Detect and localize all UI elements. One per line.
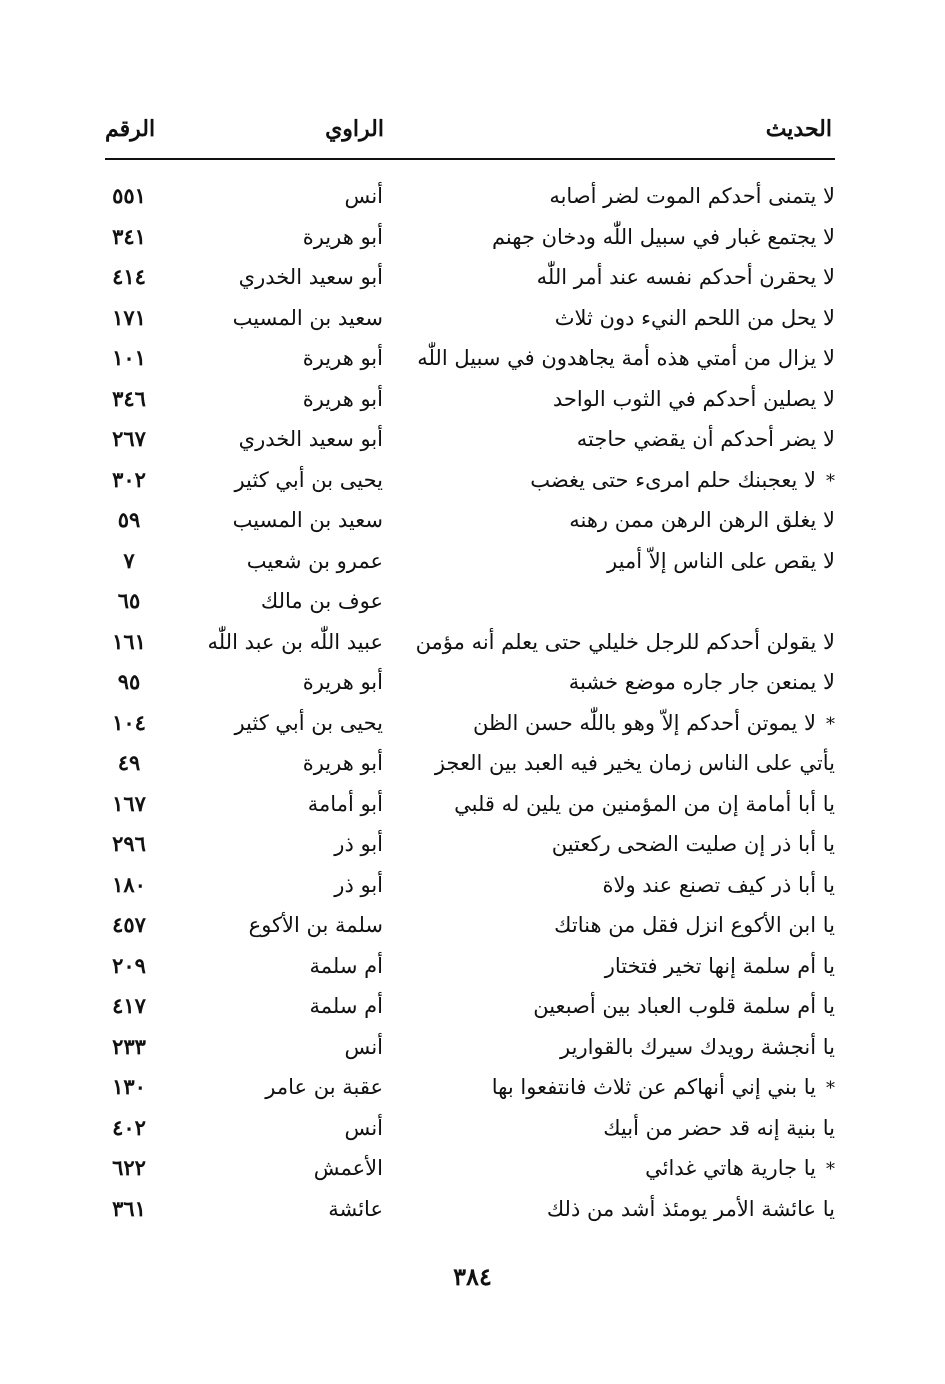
hadith-phrase: يا بني إني أنهاكم عن ثلاث فانتفعوا بها xyxy=(491,1075,816,1099)
hadith-text xyxy=(435,743,835,783)
hadith-number: ١٠٤ xyxy=(112,709,146,735)
hadith-text xyxy=(454,784,835,824)
hadith-number: ١٣٠ xyxy=(112,1074,146,1099)
hadith-text xyxy=(473,703,835,745)
narrator-name: عمرو بن شعيب xyxy=(246,548,383,573)
table-row xyxy=(105,541,835,582)
table-row xyxy=(105,1027,835,1068)
table-row xyxy=(105,1148,835,1189)
table-row xyxy=(105,500,835,541)
hadith-text xyxy=(533,986,835,1026)
narrator-name: أم سلمة xyxy=(309,953,383,978)
hadith-text xyxy=(607,541,835,581)
narrator-name: أنس xyxy=(344,1034,383,1059)
hadith-phrase: لا يقولن أحدكم للرجل خليلي حتى يعلم أنه مؤمن xyxy=(415,629,835,654)
hadith-number: ١٠١ xyxy=(112,345,146,370)
narrator-name: أبو ذر xyxy=(334,872,383,897)
table-header xyxy=(105,110,832,150)
hadith-number: ٣٤٦ xyxy=(112,385,146,411)
hadith-phrase: لا يموتن أحدكم إلاّ وهو باللّٰه حسن الظن xyxy=(472,710,816,735)
hadith-text xyxy=(560,1027,835,1067)
hadith-number: ١٨٠ xyxy=(112,871,146,897)
page-number: ٣٨٤ xyxy=(453,1262,492,1291)
hadith-number: ٢٦٧ xyxy=(112,426,146,451)
hadith-number: ٤١٧ xyxy=(112,993,146,1018)
hadith-phrase: لا يغلق الرهن الرهن ممن رهنه xyxy=(569,508,835,532)
narrator-name: أبو هريرة xyxy=(302,751,383,775)
table-row xyxy=(105,1067,835,1108)
table-row xyxy=(105,905,835,946)
hadith-phrase: يا أبا ذر كيف تصنع عند ولاة xyxy=(602,872,835,897)
hadith-number: ٣٠٢ xyxy=(112,466,146,492)
narrator-name: أبو هريرة xyxy=(302,346,383,370)
table-row xyxy=(105,338,835,379)
narrator-name: سلمة بن الأكوع xyxy=(248,913,383,937)
table-row xyxy=(105,217,835,258)
hadith-phrase: لا يقص على الناس إلاّ أمير xyxy=(607,548,835,573)
table-row xyxy=(105,622,835,663)
table-row xyxy=(105,419,835,460)
hadith-text xyxy=(603,1108,835,1148)
table-row xyxy=(105,460,835,501)
header-divider xyxy=(105,158,835,160)
narrator-name: يحيى بن أبي كثير xyxy=(234,467,383,492)
hadith-number: ٧ xyxy=(123,547,135,573)
table-row xyxy=(105,946,835,987)
hadith-text xyxy=(492,1067,835,1109)
narrator-name: سعيد بن المسيب xyxy=(232,305,383,330)
hadith-text xyxy=(492,217,835,257)
table-row xyxy=(105,662,835,703)
asterisk-marker: * xyxy=(826,1078,835,1099)
table-row xyxy=(105,986,835,1027)
hadith-phrase: يأتي على الناس زمان يخير فيه العبد بين العجز xyxy=(434,751,835,775)
hadith-number: ٥٩ xyxy=(117,507,141,532)
hadith-text xyxy=(549,176,835,216)
narrator-name: أبو سعيد الخدري xyxy=(238,427,383,451)
narrator-column-header: الراوي xyxy=(325,116,384,142)
hadith-phrase: يا عائشة الأمر يومئذ أشد من ذلك xyxy=(546,1196,835,1221)
narrator-name: أبو هريرة xyxy=(302,224,383,249)
hadith-text xyxy=(553,379,835,419)
hadith-number: ٣٤١ xyxy=(112,223,146,249)
asterisk-marker: * xyxy=(826,1159,835,1180)
hadith-text xyxy=(605,946,835,986)
hadith-text xyxy=(555,298,835,338)
hadith-number: ٢٣٣ xyxy=(112,1033,146,1059)
hadith-phrase: يا أم سلمة قلوب العباد بين أصبعين xyxy=(533,994,835,1018)
hadith-phrase: يا أم سلمة إنها تخير فتختار xyxy=(604,953,835,978)
table-row xyxy=(105,257,835,298)
narrator-name: سعيد بن المسيب xyxy=(232,508,383,532)
hadith-phrase: لا يحقرن أحدكم نفسه عند أمر اللّٰه xyxy=(536,265,835,289)
narrator-name: أبو أمامة xyxy=(307,791,383,816)
hadith-text xyxy=(547,1189,835,1229)
hadith-text xyxy=(552,824,835,864)
hadith-text xyxy=(602,865,835,905)
table-row xyxy=(105,298,835,339)
hadith-number: ٤١٤ xyxy=(112,264,146,289)
narrator-name: عقبة بن عامر xyxy=(265,1075,383,1099)
narrator-name: أبو هريرة xyxy=(302,386,383,411)
hadith-phrase: لا يصلين أحدكم في الثوب الواحد xyxy=(552,386,835,411)
hadith-number: ٤٠٢ xyxy=(112,1114,146,1140)
hadith-phrase: يا بنية إنه قد حضر من أبيك xyxy=(603,1115,835,1140)
narrator-name: عبيد اللّٰه بن عبد اللّٰه xyxy=(207,629,383,654)
hadith-number: ٥٥١ xyxy=(112,183,146,208)
table-row xyxy=(105,1189,835,1230)
table-row xyxy=(105,176,835,217)
narrator-name: أم سلمة xyxy=(309,994,383,1018)
table-row xyxy=(105,703,835,744)
narrator-name: عوف بن مالك xyxy=(260,589,383,613)
hadith-number: ٩٥ xyxy=(117,669,141,694)
hadith-phrase: يا أبا ذر إن صليت الضحى ركعتين xyxy=(551,832,835,856)
hadith-phrase: لا يزال من أمتي هذه أمة يجاهدون في سبيل اللّٰه xyxy=(417,346,835,370)
hadith-text xyxy=(554,905,835,945)
narrator-name: يحيى بن أبي كثير xyxy=(234,710,383,735)
table-row xyxy=(105,1108,835,1149)
hadith-text xyxy=(569,500,835,540)
hadith-text xyxy=(577,419,835,459)
narrator-name: عائشة xyxy=(328,1196,383,1221)
narrator-name: أبو سعيد الخدري xyxy=(238,265,383,289)
table-row xyxy=(105,784,835,825)
hadith-phrase: يا ابن الأكوع انزل فقل من هناتك xyxy=(554,913,835,937)
narrator-name: أنس xyxy=(344,184,383,208)
hadith-number: ١٦١ xyxy=(112,628,146,654)
hadith-text xyxy=(417,338,835,378)
table-row xyxy=(105,824,835,865)
hadith-text xyxy=(645,1148,835,1190)
number-column-header: الرقم xyxy=(105,116,156,142)
hadith-text xyxy=(530,460,835,502)
asterisk-marker: * xyxy=(826,470,835,492)
hadith-phrase: لا يتمنى أحدكم الموت لضر أصابه xyxy=(549,184,835,208)
table-row xyxy=(105,581,835,622)
hadith-phrase: يا جارية هاتي غدائي xyxy=(645,1156,816,1180)
hadith-text xyxy=(416,622,835,662)
hadith-number: ١٧١ xyxy=(112,304,146,330)
narrator-name: أبو هريرة xyxy=(302,670,383,694)
hadith-number: ٢٠٩ xyxy=(112,952,146,978)
hadith-index-table xyxy=(105,176,835,1229)
hadith-phrase: لا يعجبنك حلم امرىء حتى يغضب xyxy=(530,467,816,492)
hadith-number: ٦٥ xyxy=(117,588,141,613)
hadith-number: ٢٩٦ xyxy=(112,831,146,856)
hadith-phrase: لا يحل من اللحم النيء دون ثلاث xyxy=(554,305,835,330)
narrator-name: الأعمش xyxy=(313,1156,383,1180)
table-row xyxy=(105,865,835,906)
hadith-text xyxy=(537,257,835,297)
narrator-name: أنس xyxy=(344,1115,383,1140)
hadith-number: ٤٩ xyxy=(117,750,141,775)
hadith-phrase: يا أنجشة رويدك سيرك بالقوارير xyxy=(560,1034,835,1059)
hadith-phrase: لا يضر أحدكم أن يقضي حاجته xyxy=(576,427,835,451)
hadith-number: ١٦٧ xyxy=(112,790,146,816)
hadith-number: ٦٢٢ xyxy=(112,1155,146,1180)
hadith-phrase: يا أبا أمامة إن من المؤمنين من يلين له قلبي xyxy=(454,791,835,816)
hadith-column-header: الحديث xyxy=(765,116,832,142)
hadith-number: ٤٥٧ xyxy=(112,912,146,937)
hadith-phrase: لا يمنعن جار جاره موضع خشبة xyxy=(568,670,835,694)
hadith-text xyxy=(569,662,835,702)
asterisk-marker: * xyxy=(826,713,835,735)
table-row xyxy=(105,743,835,784)
hadith-phrase: لا يجتمع غبار في سبيل اللّٰه ودخان جهنم xyxy=(491,224,835,249)
table-row xyxy=(105,379,835,420)
hadith-number: ٣٦١ xyxy=(112,1195,146,1221)
narrator-name: أبو ذر xyxy=(334,832,383,856)
